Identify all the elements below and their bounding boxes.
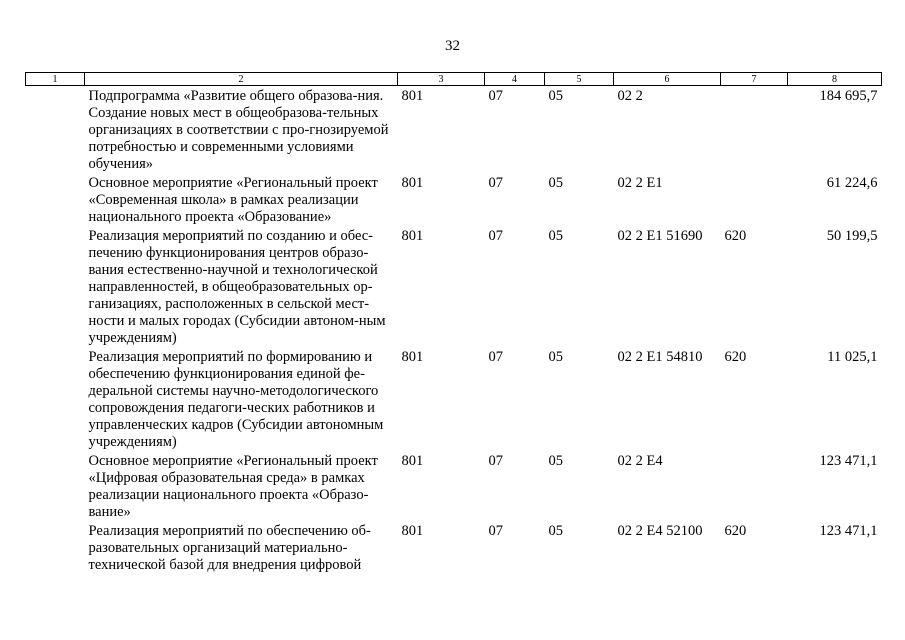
budget-table xyxy=(25,72,882,574)
subsection-code-cell: 05 xyxy=(548,175,563,191)
column-header-1: 1 xyxy=(26,73,85,86)
ministry-code-cell: 801 xyxy=(401,175,424,191)
column-header-3: 3 xyxy=(398,73,485,86)
header-row xyxy=(26,73,882,86)
subsection-code-cell: 05 xyxy=(548,453,563,469)
ministry-code-cell: 801 xyxy=(401,453,424,469)
expense-type-cell xyxy=(721,173,788,226)
table-row xyxy=(26,86,882,174)
target-article-cell: 02 2 E1 xyxy=(617,175,663,191)
subsection-code-cell: 05 xyxy=(548,88,563,104)
expense-type-cell: 620 xyxy=(724,523,747,539)
subsection-code-cell: 05 xyxy=(548,523,563,539)
amount-cell: 61 224,6 xyxy=(826,175,878,191)
expense-type-cell xyxy=(721,86,788,174)
column-header-6: 6 xyxy=(614,73,721,86)
row-number-cell xyxy=(26,86,85,174)
row-number-cell xyxy=(26,347,85,451)
expense-type-cell: 620 xyxy=(724,349,747,365)
table-row xyxy=(26,347,882,451)
subsection-code-cell: 05 xyxy=(548,228,563,244)
section-code-cell: 07 xyxy=(488,228,503,244)
table-row xyxy=(26,173,882,226)
target-article-cell: 02 2 xyxy=(617,88,643,104)
ministry-code-cell: 801 xyxy=(401,523,424,539)
row-number-cell xyxy=(26,521,85,574)
section-code-cell: 07 xyxy=(488,88,503,104)
row-number-cell xyxy=(26,173,85,226)
section-code-cell: 07 xyxy=(488,523,503,539)
column-header-5: 5 xyxy=(545,73,614,86)
row-number-cell xyxy=(26,451,85,521)
target-article-cell: 02 2 E1 51690 xyxy=(617,228,703,244)
description-cell: Реализация мероприятий по формированию и обеспечению функционирования единой фе-деральной системы научно-методологического сопровождения педагоги-ческих работников и управленческих кадров (Субсидии автономным учреждениям) xyxy=(88,349,384,450)
description-cell: Подпрограмма «Развитие общего образова-ния. Создание новых мест в общеобразова-тельных организациях в соответствии с про-гнозируемой потребностью и современными условиями обучения» xyxy=(88,88,389,172)
page-number: 32 xyxy=(445,38,460,54)
table-row xyxy=(26,451,882,521)
row-number-cell xyxy=(26,226,85,347)
description-cell: Основное мероприятие «Региональный проект «Цифровая образовательная среда» в рамках реализации национального проекта «Образо-вание» xyxy=(88,453,378,520)
ministry-code-cell: 801 xyxy=(401,349,424,365)
target-article-cell: 02 2 E4 52100 xyxy=(617,523,703,539)
subsection-code-cell: 05 xyxy=(548,349,563,365)
amount-cell: 50 199,5 xyxy=(826,228,878,244)
description-cell: Реализация мероприятий по созданию и обес-печению функционирования центров образо-вания естественно-научной и технологической направленностей, в общеобразовательных ор-ганизациях, расположенных в сельской мест-ности и малых городах (Субсидии автоном-ным учреждениям) xyxy=(88,228,386,346)
section-code-cell: 07 xyxy=(488,453,503,469)
amount-cell: 123 471,1 xyxy=(819,523,878,539)
ministry-code-cell: 801 xyxy=(401,228,424,244)
table-row xyxy=(26,521,882,574)
amount-cell: 184 695,7 xyxy=(819,88,878,104)
amount-cell: 123 471,1 xyxy=(819,453,878,469)
column-header-7: 7 xyxy=(721,73,788,86)
column-header-4: 4 xyxy=(485,73,545,86)
target-article-cell: 02 2 E4 xyxy=(617,453,663,469)
ministry-code-cell: 801 xyxy=(401,88,424,104)
table-row xyxy=(26,226,882,347)
description-cell: Основное мероприятие «Региональный проект «Современная школа» в рамках реализации национального проекта «Образование» xyxy=(88,175,378,225)
expense-type-cell: 620 xyxy=(724,228,747,244)
section-code-cell: 07 xyxy=(488,349,503,365)
description-cell: Реализация мероприятий по обеспечению об-разовательных организаций материально-технической базой для внедрения цифровой xyxy=(88,523,371,573)
target-article-cell: 02 2 E1 54810 xyxy=(617,349,703,365)
column-header-2: 2 xyxy=(85,73,398,86)
amount-cell: 11 025,1 xyxy=(827,349,878,365)
expense-type-cell xyxy=(721,451,788,521)
column-header-8: 8 xyxy=(788,73,882,86)
section-code-cell: 07 xyxy=(488,175,503,191)
